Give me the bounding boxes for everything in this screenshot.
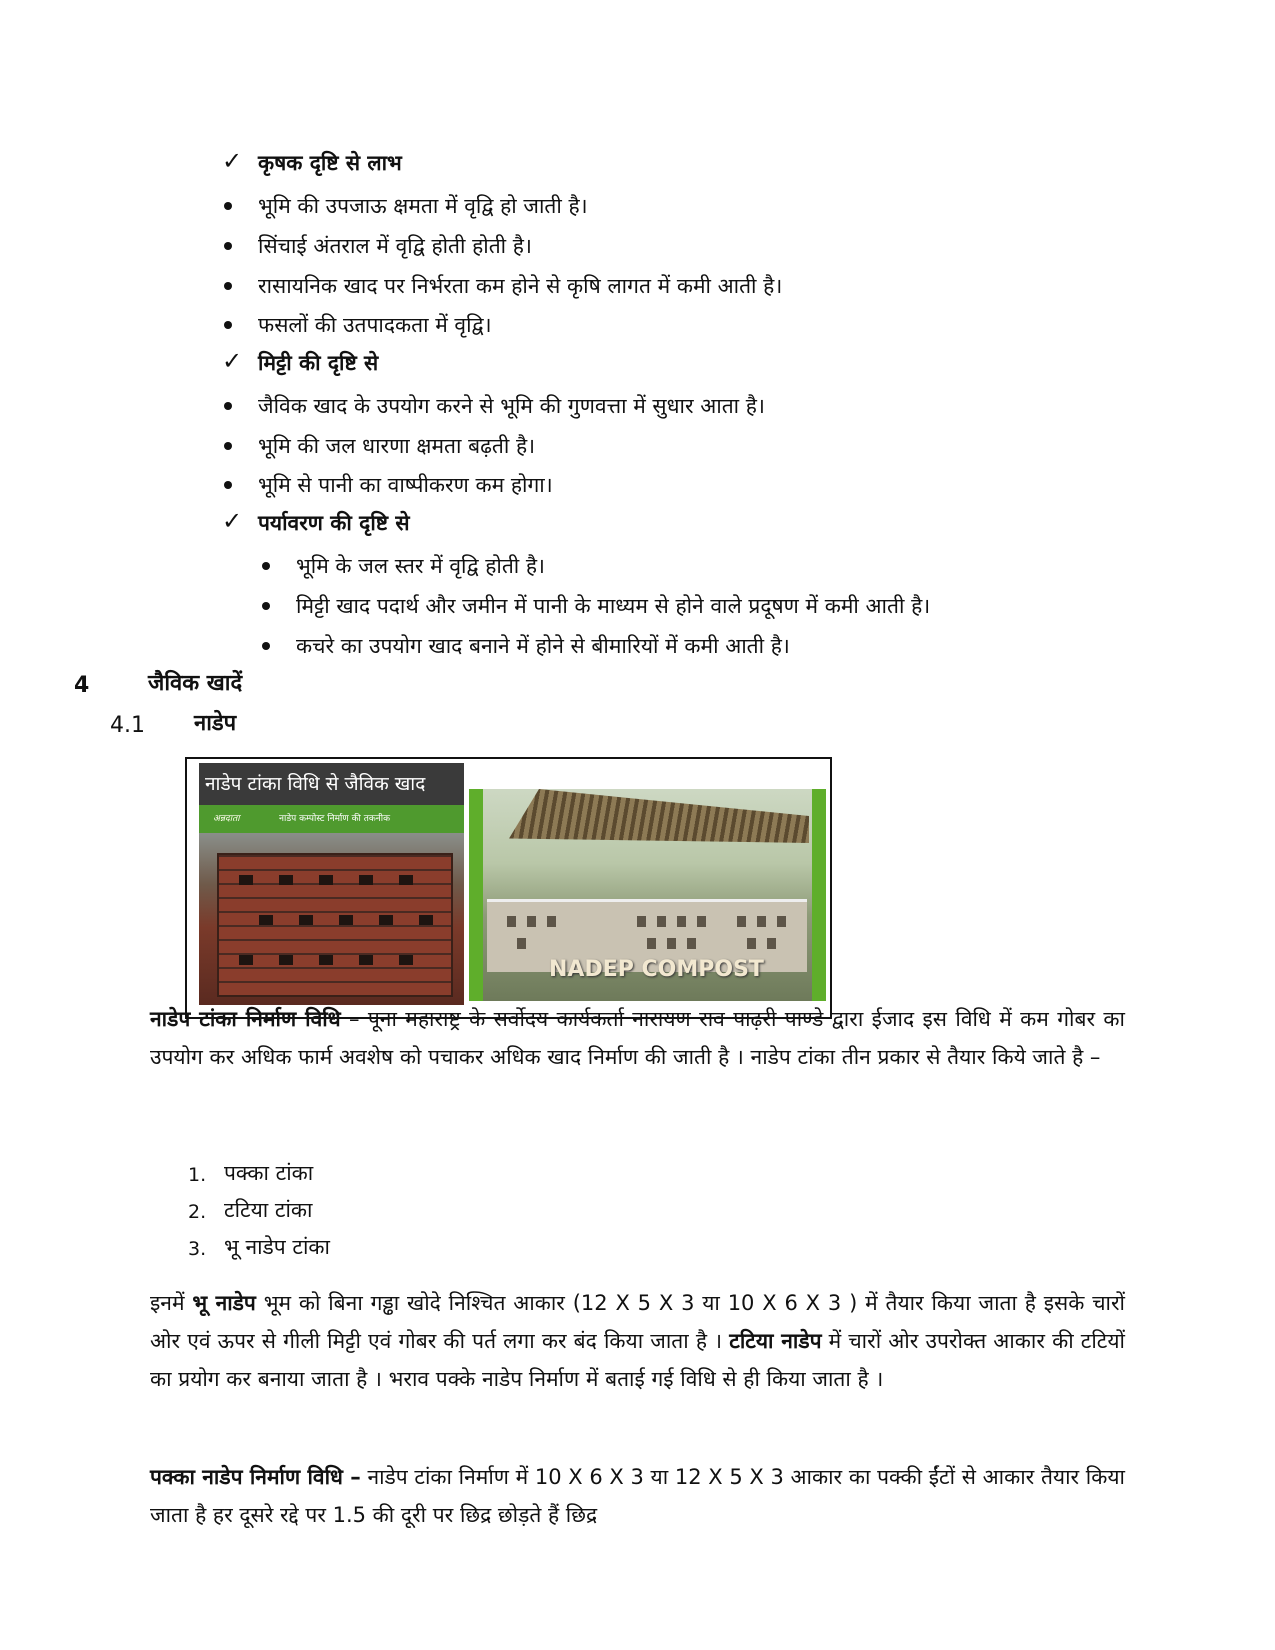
bhu-nadep-term: भू नाडेप [192,1291,256,1315]
list-item: मिट्टी खाद पदार्थ और जमीन में पानी के माध्यम से होने वाले प्रदूषण में कमी आती है। [296,594,931,618]
nadep-figure [185,757,832,1019]
pakka-nadep-lead: पक्का नाडेप निर्माण विधि – [150,1465,361,1489]
list-item: टटिया टांका [224,1198,313,1222]
bullet-icon [224,481,232,489]
check-icon: ✓ [222,147,243,175]
list-item: भूमि की उपजाऊ क्षमता में वृद्वि हो जाती है। [258,194,588,218]
pakka-nadep-paragraph [150,1458,1125,1534]
list-item: सिंचाई अंतराल में वृद्वि होती होती है। [258,234,532,258]
list-item: भू नाडेप टांका [224,1235,330,1259]
soil-benefits-heading: मिट्टी की दृष्टि से [258,351,379,375]
bullet-icon [224,402,232,410]
thatched-roof [509,789,809,879]
nadep-method-paragraph [150,1000,1125,1076]
section-number: 4 [74,673,90,698]
list-item: भूमि की जल धारणा क्षमता बढ़ती है। [258,434,536,458]
bullet-icon [224,242,232,250]
check-icon: ✓ [222,347,243,375]
nadep-compost-shed-image [469,789,826,1001]
nadep-types-paragraph: इनमें भू नाडेप भूम को बिना गड्ढा खोदे निश्चित आकार (12 X 5 X 3 या 10 X 6 X 3 ) में तैयार किया जाता है इसके चारों ओर एवं ऊपर से गीली मिट्टी एवं गोबर की पर्त लगा कर बंद किया जाता है । टटिया नाडेप में चारों ओर उपरोक्त आकार की टटियों का प्रयोग कर बनाया जाता है । भराव पक्के नाडेप निर्माण में बताई गई विधि से ही किया जाता है । [150,1291,1126,1391]
list-item: जैविक खाद के उपयोग करने से भूमि की गुणवत्ता में सुधार आता है। [258,394,765,418]
brick-wall [217,853,453,997]
figure-left-tag: अन्नदाता [213,814,240,824]
nadep-method-lead: नाडेप टांका निर्माण विधि [150,1007,341,1031]
brick-tank-photo [199,833,464,1005]
list-item: फसलों की उतपादकता में वृद्वि। [258,313,492,337]
bullet-icon [224,202,232,210]
bullet-icon [262,642,270,650]
subsection-title: नाडेप [194,711,237,736]
pakka-nadep-text: नाडेप टांका निर्माण में 10 X 6 X 3 या 12 X 5 X 3 आकार का पक्की ईंटों से आकार तैयार किया जाता है हर दूसरे रद्दे पर 1.5 की दूरी पर छिद्र छोड़ते हैं छिद्र [150,1465,1125,1527]
figure-left-subtitle: नाडेप कम्पोस्ट निर्माण की तकनीक [279,814,391,824]
list-item: रासायनिक खाद पर निर्भरता कम होने से कृषि लागत में कमी आती है। [258,274,783,298]
figure-left-band [199,805,464,833]
list-item: भूमि से पानी का वाष्पीकरण कम होगा। [258,473,553,497]
bullet-icon [262,562,270,570]
list-item: भूमि के जल स्तर में वृद्वि होती है। [296,554,546,578]
nadep-method-text: – पूना महाराष्ट्र के सर्वोदय कार्यकर्ता नारायण राव पाढ़री पाण्डे द्वारा ईजाद इस विधि में कम गोबर का उपयोग कर अधिक फार्म अवशेष को पचाकर अधिक खाद निर्माण की जाती है । नाडेप टांका तीन प्रकार से तैयार किये जाते है – [150,1007,1125,1069]
bullet-icon [224,282,232,290]
farmer-benefits-heading: कृषक दृष्टि से लाभ [258,151,402,175]
subsection-number: 4.1 [110,713,145,738]
figure-right-caption: NADEP COMPOST [549,957,764,982]
bullet-icon [224,442,232,450]
list-number: 2. [188,1201,207,1223]
list-item: कचरे का उपयोग खाद बनाने में होने से बीमारियों में कमी आती है। [296,634,790,658]
figure-left-title: नाडेप टांका विधि से जैविक खाद [199,763,464,805]
tatiya-nadep-term: टटिया नाडेप [729,1329,822,1353]
env-benefits-heading: पर्यावरण की दृष्टि से [258,511,410,535]
bullet-icon [262,602,270,610]
list-item: पक्का टांका [224,1161,314,1185]
list-number: 1. [188,1164,207,1186]
list-number: 3. [188,1238,207,1260]
check-icon: ✓ [222,507,243,535]
nadep-brick-tank-image [199,763,464,1005]
section-title: जैविक खादें [148,671,243,696]
bullet-icon [224,321,232,329]
